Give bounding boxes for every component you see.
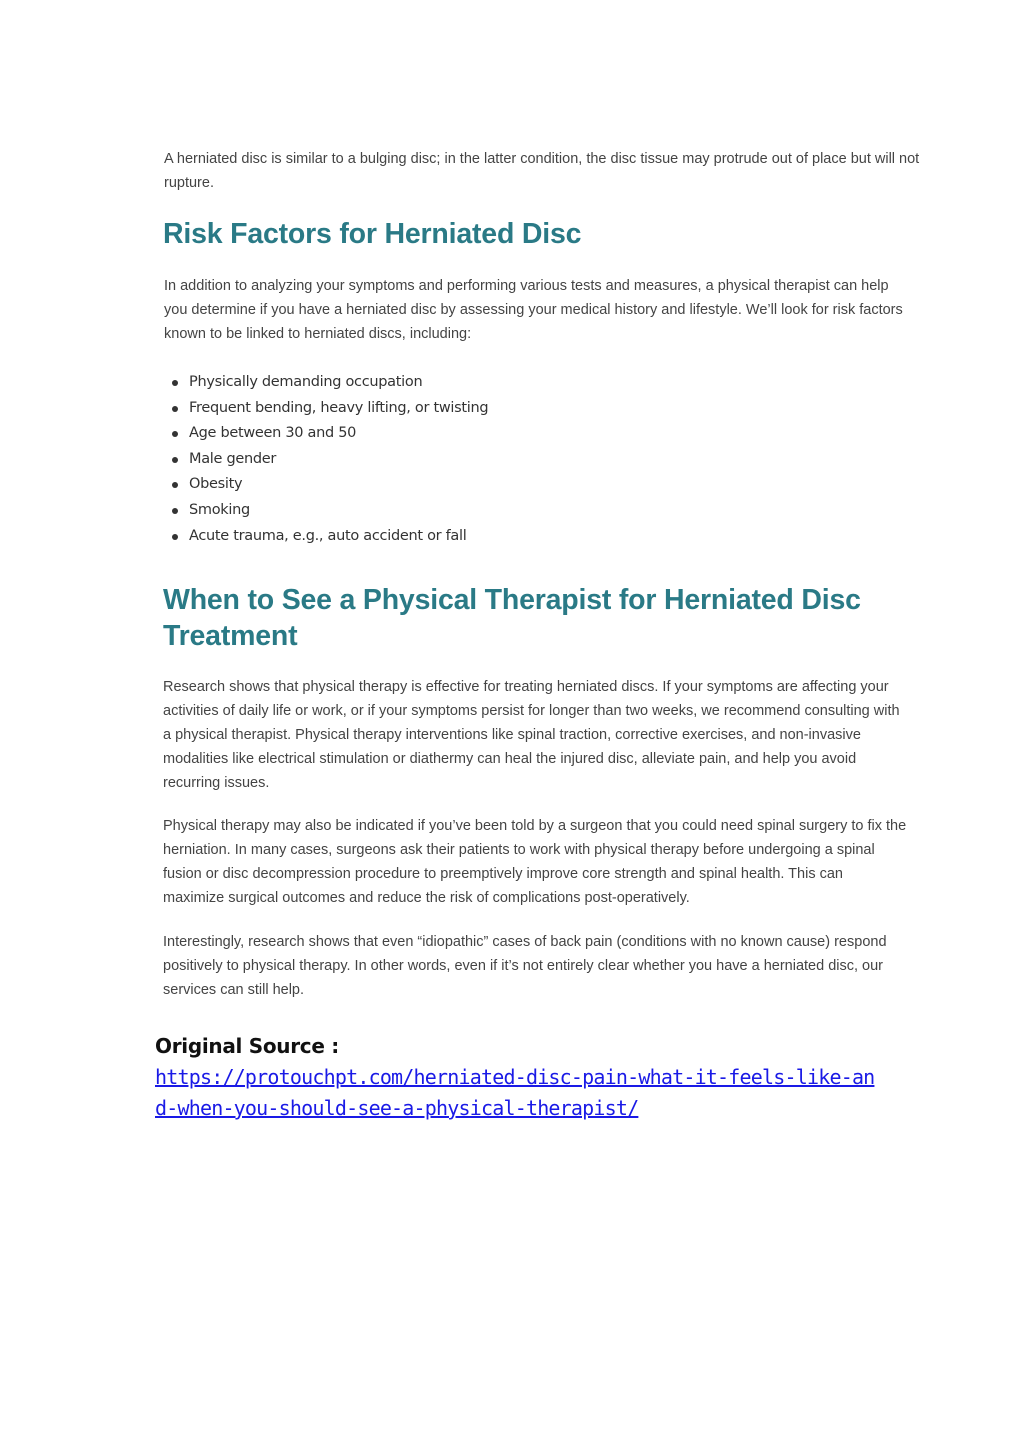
list-item [170, 421, 488, 447]
list-item [170, 472, 488, 498]
source-label: Original Source : [155, 1034, 339, 1058]
bullet-icon [172, 431, 178, 437]
source-link[interactable]: https://protouchpt.com/herniated-disc-pain-what-it-feels-like-and-when-you-should-see-a-physical-therapist/ [155, 1065, 875, 1120]
when-to-see-heading: When to See a Physical Therapist for Herniated Disc Treatment [163, 584, 861, 652]
bullet-icon [172, 534, 178, 540]
when-paragraph-2: Physical therapy may also be indicated if you’ve been told by a surgeon that you could need spinal surgery to fix the herniation. In many cases, surgeons ask their patients to work with physical therapy before undergoing a spinal fusion or disc decompression procedure to preemptively improve core strength and spinal health. This can maximize surgical outcomes and reduce the risk of complications post-operatively. [163, 818, 907, 906]
list-item-text: Age between 30 and 50 [189, 425, 357, 442]
list-item [170, 524, 488, 550]
when-paragraph-1: Research shows that physical therapy is effective for treating herniated discs. If your symptoms are affecting your activities of daily life or work, or if your symptoms persist for longer than two weeks, we recommend consulting with a physical therapist. Physical therapy interventions like spinal traction, corrective exercises, and non-invasive modalities like electrical stimulation or diathermy can heal the injured disc, alleviate pain, and help you avoid recurring issues. [163, 679, 900, 791]
bullet-icon [172, 380, 178, 386]
list-item [170, 447, 488, 473]
list-item-text: Smoking [189, 501, 250, 518]
bullet-icon [172, 457, 178, 463]
list-item [170, 498, 488, 524]
bullet-icon [172, 508, 178, 514]
list-item-text: Physically demanding occupation [189, 374, 423, 390]
bullet-icon [172, 406, 178, 412]
list-item [170, 396, 488, 422]
when-paragraph-3: Interestingly, research shows that even “idiopathic” cases of back pain (conditions with no known cause) respond positively to physical therapy. In other words, even if it’s not entirely clear whether you have a herniated disc, our services can still help. [163, 934, 887, 998]
risk-factors-heading: Risk Factors for Herniated Disc [163, 218, 582, 250]
list-item-text: Obesity [189, 476, 243, 493]
list-item [170, 370, 488, 396]
list-item-text: Acute trauma, e.g., auto accident or fall [189, 527, 467, 544]
risk-factors-list [170, 370, 488, 549]
list-item-text: Male gender [189, 450, 277, 467]
list-item-text: Frequent bending, heavy lifting, or twisting [189, 399, 489, 416]
intro-paragraph: A herniated disc is similar to a bulging disc; in the latter condition, the disc tissue may protrude out of place but will not rupture. [164, 151, 920, 191]
risk-factors-paragraph: In addition to analyzing your symptoms and performing various tests and measures, a physical therapist can help you determine if you have a herniated disc by assessing your medical history and lifestyle. We’ll look for risk factors known to be linked to herniated discs, including: [164, 278, 903, 342]
bullet-icon [172, 482, 178, 488]
